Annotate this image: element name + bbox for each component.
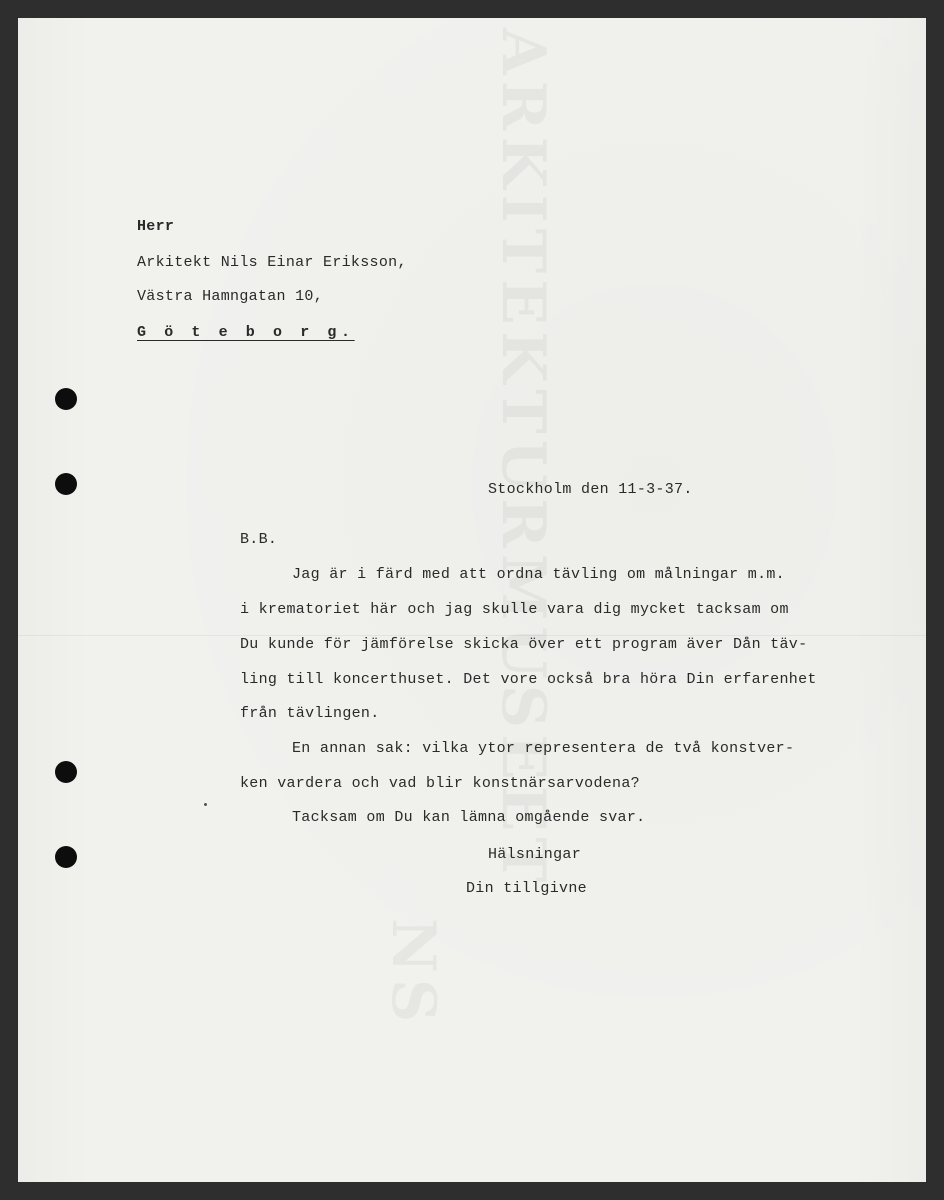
show-through-text bbox=[488, 28, 558, 888]
body-line: ling till koncerthuset. Det vore också bra höra Din erfarenhet bbox=[240, 671, 817, 688]
punch-hole bbox=[55, 761, 77, 783]
punch-hole bbox=[55, 388, 77, 410]
body-line: Jag är i färd med att ordna tävling om målningar m.m. bbox=[292, 566, 785, 583]
address-city: G ö t e b o r g. bbox=[137, 324, 355, 341]
address-salutation: Herr bbox=[137, 218, 175, 235]
show-through-text bbox=[378, 918, 448, 1028]
punch-hole bbox=[55, 846, 77, 868]
body-line: från tävlingen. bbox=[240, 705, 380, 722]
address-name: Arkitekt Nils Einar Eriksson, bbox=[137, 254, 407, 271]
body-line: Du kunde för jämförelse skicka över ett program äver Dån täv- bbox=[240, 636, 808, 653]
dateline: Stockholm den 11-3-37. bbox=[488, 481, 693, 498]
body-line: Tacksam om Du kan lämna omgående svar. bbox=[292, 809, 646, 826]
address-street: Västra Hamngatan 10, bbox=[137, 288, 324, 305]
closing-regards: Hälsningar bbox=[488, 846, 582, 863]
closing-signoff: Din tillgivne bbox=[466, 880, 587, 897]
body-line: ken vardera och vad blir konstnärsarvodena? bbox=[240, 775, 640, 792]
letter-page bbox=[18, 18, 926, 1182]
body-line: i krematoriet här och jag skulle vara dig mycket tacksam om bbox=[240, 601, 789, 618]
punch-hole bbox=[55, 473, 77, 495]
body-line: En annan sak: vilka ytor representera de två konstver- bbox=[292, 740, 795, 757]
greeting: B.B. bbox=[240, 531, 278, 548]
stray-mark bbox=[204, 803, 207, 806]
